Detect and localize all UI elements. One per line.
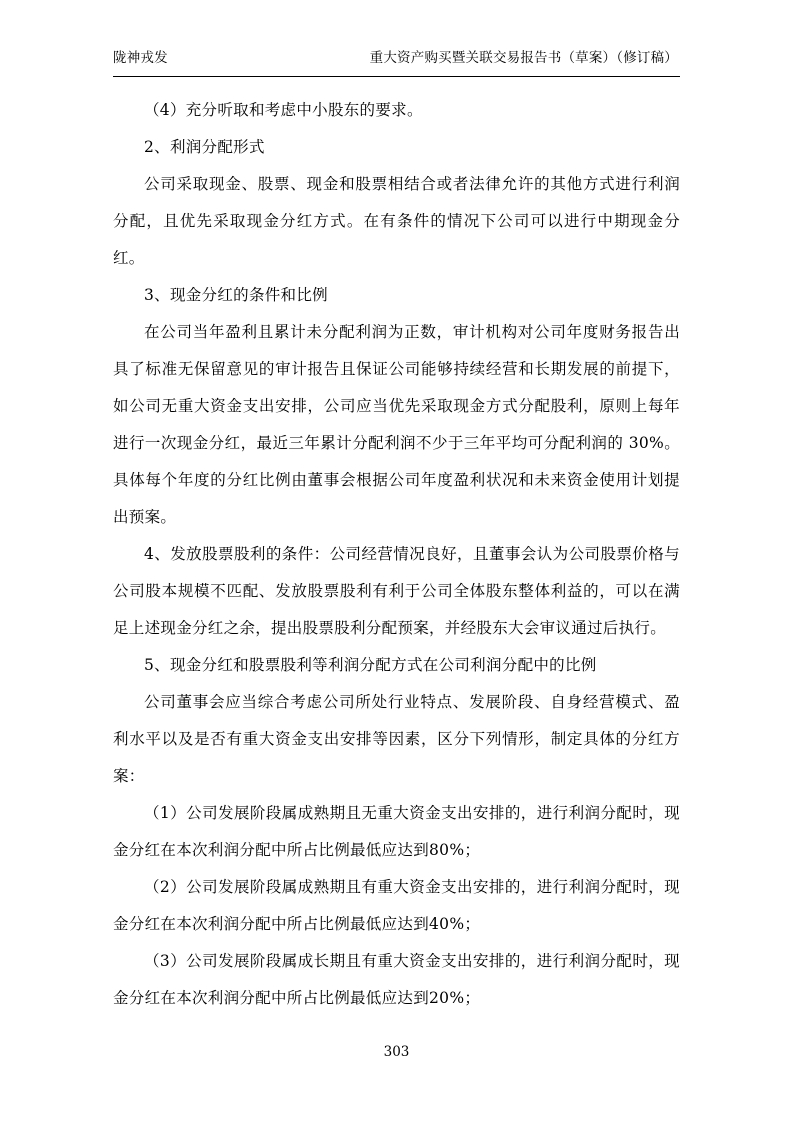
page-number: 303	[383, 1044, 410, 1060]
paragraph: 公司采取现金、股票、现金和股票相结合或者法律允许的其他方式进行利润分配，且优先采取现金分红方式。在有条件的情况下公司可以进行中期现金分红。	[113, 175, 680, 267]
document-body	[113, 92, 680, 1017]
paragraph: 4、发放股票股利的条件：公司经营情况良好，且董事会认为公司股票价格与公司股本规模不匹配、发放股票股利有利于公司全体股东整体利益的，可以在满足上述现金分红之余，提出股票股利分配预案，并经股东大会审议通过后执行。	[113, 545, 680, 637]
header-divider	[113, 76, 680, 77]
paragraph: （4）充分听取和考虑中小股东的要求。	[144, 101, 423, 119]
header-company-name: 陇神戎发	[113, 50, 168, 66]
paragraph: 公司董事会应当综合考虑公司所处行业特点、发展阶段、自身经营模式、盈利水平以及是否有重大资金支出安排等因素，区分下列情形，制定具体的分红方案：	[113, 693, 680, 785]
paragraph: （3）公司发展阶段属成长期且有重大资金支出安排的，进行利润分配时，现金分红在本次利润分配中所占比例最低应达到20%；	[113, 952, 680, 1007]
paragraph: 5、现金分红和股票股利等利润分配方式在公司利润分配中的比例	[144, 656, 597, 674]
paragraph: （1）公司发展阶段属成熟期且无重大资金支出安排的，进行利润分配时，现金分红在本次利润分配中所占比例最低应达到80%；	[113, 804, 680, 859]
paragraph: 在公司当年盈利且累计未分配利润为正数，审计机构对公司年度财务报告出具了标准无保留意见的审计报告且保证公司能够持续经营和长期发展的前提下，如公司无重大资金支出安排，公司应当优先采取现金方式分配股利，原则上每年进行一次现金分红，最近三年累计分配利润不少于三年平均可分配利润的 30%。具体每个年度的分红比例由董事会根据公司年度盈利状况和未来资金使用计划提出预案。	[113, 323, 680, 526]
page-header	[113, 46, 680, 66]
header-document-title: 重大资产购买暨关联交易报告书（草案）（修订稿）	[369, 50, 678, 66]
paragraph: （2）公司发展阶段属成熟期且有重大资金支出安排的，进行利润分配时，现金分红在本次利润分配中所占比例最低应达到40%；	[113, 878, 680, 933]
page-footer	[0, 1044, 793, 1060]
paragraph: 2、利润分配形式	[144, 138, 265, 156]
paragraph: 3、现金分红的条件和比例	[144, 286, 328, 304]
